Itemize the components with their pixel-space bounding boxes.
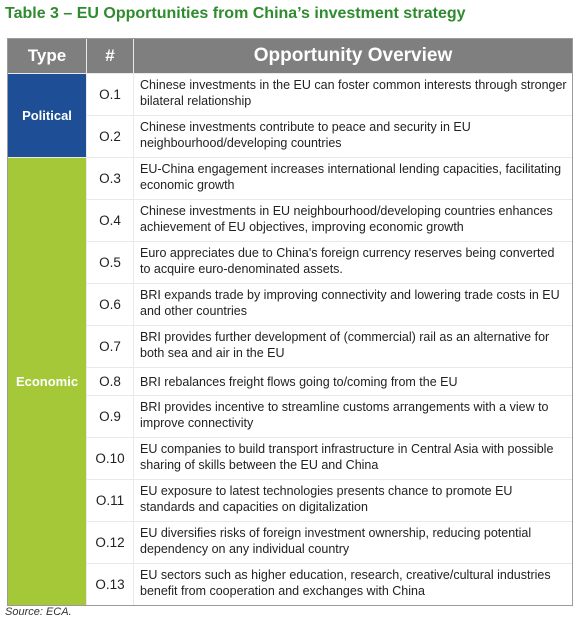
row-number: O.3 <box>87 158 134 199</box>
row-number: O.11 <box>87 480 134 521</box>
row-text: Euro appreciates due to China's foreign currency reserves being converted to acquire euro-denominated assets. <box>134 242 572 283</box>
row-text: BRI rebalances freight flows going to/coming from the EU <box>134 368 572 395</box>
type-cell-economic: Economic <box>8 158 86 605</box>
table-row <box>87 396 572 437</box>
row-number: O.8 <box>87 368 134 395</box>
type-cell-political: Political <box>8 74 86 157</box>
table-row <box>87 522 572 563</box>
table-row <box>87 480 572 521</box>
header-opportunity-overview: Opportunity Overview <box>134 39 572 73</box>
row-number: O.10 <box>87 438 134 479</box>
opportunities-table <box>7 38 573 606</box>
row-text: BRI provides incentive to streamline customs arrangements with a view to improve connectivity <box>134 396 572 437</box>
table-row <box>87 438 572 479</box>
row-number: O.7 <box>87 326 134 367</box>
table-title: Table 3 – EU Opportunities from China’s investment strategy <box>5 5 466 22</box>
header-type: Type <box>8 39 87 73</box>
row-text: Chinese investments in the EU can foster common interests through stronger bilateral relationship <box>134 74 572 115</box>
source-note: Source: ECA. <box>5 606 72 618</box>
table-row <box>87 116 572 157</box>
table-row <box>87 284 572 325</box>
row-text: BRI provides further development of (commercial) rail as an alternative for both sea and air in the EU <box>134 326 572 367</box>
row-text: Chinese investments in EU neighbourhood/developing countries enhances achievement of EU objectives, improving economic growth <box>134 200 572 241</box>
row-number: O.1 <box>87 74 134 115</box>
row-text: EU-China engagement increases international lending capacities, facilitating economic growth <box>134 158 572 199</box>
row-text: EU companies to build transport infrastructure in Central Asia with possible sharing of skills between the EU and China <box>134 438 572 479</box>
row-number: O.5 <box>87 242 134 283</box>
row-number: O.13 <box>87 564 134 605</box>
row-number: O.2 <box>87 116 134 157</box>
row-text: BRI expands trade by improving connectivity and lowering trade costs in EU and other countries <box>134 284 572 325</box>
table-row <box>87 200 572 241</box>
table-row <box>87 158 572 199</box>
row-text: EU sectors such as higher education, research, creative/cultural industries benefit from cooperation and exchanges with China <box>134 564 572 605</box>
table-row <box>87 564 572 605</box>
row-number: O.4 <box>87 200 134 241</box>
row-text: EU diversifies risks of foreign investment ownership, reducing potential dependency on any individual country <box>134 522 572 563</box>
row-number: O.6 <box>87 284 134 325</box>
table-row <box>87 368 572 395</box>
table-row <box>87 242 572 283</box>
table-row <box>87 326 572 367</box>
row-number: O.9 <box>87 396 134 437</box>
header-number: # <box>87 39 134 73</box>
row-text: Chinese investments contribute to peace and security in EU neighbourhood/developing countries <box>134 116 572 157</box>
row-text: EU exposure to latest technologies presents chance to promote EU standards and capacities on digitalization <box>134 480 572 521</box>
row-number: O.12 <box>87 522 134 563</box>
table-row <box>87 74 572 115</box>
